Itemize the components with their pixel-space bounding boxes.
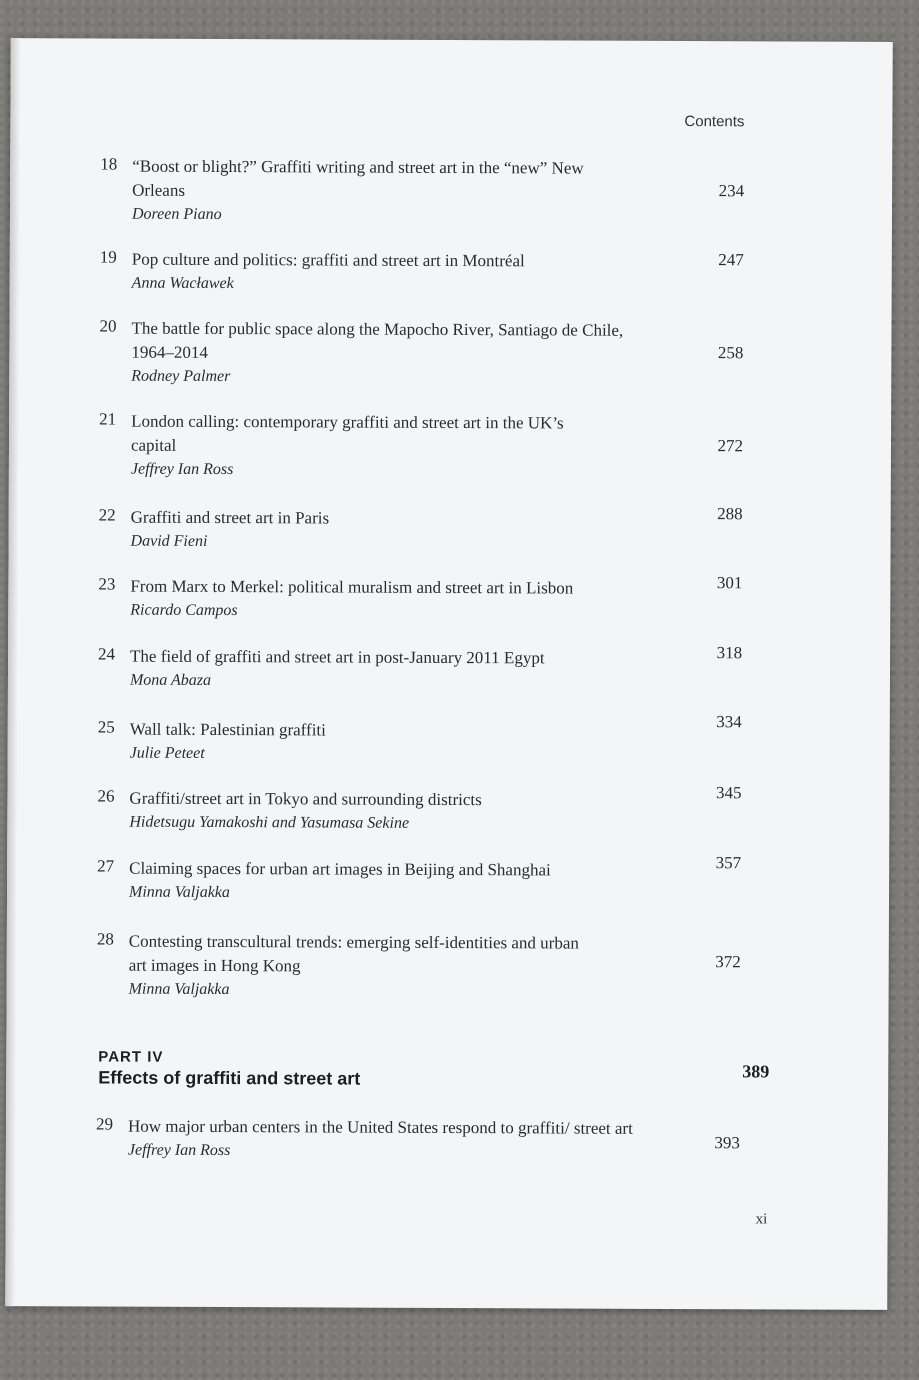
chapter-author: Jeffrey Ian Ross [127,1141,231,1160]
toc-entry-26 [97,783,757,836]
chapter-title: Graffiti and street art in Paris [130,507,330,528]
chapter-author: Anna Wacławek [131,274,234,293]
chapter-author: David Fieni [130,532,208,550]
toc-entry-29 [96,1114,756,1164]
chapter-number: 25 [97,717,115,737]
page-number: 272 [717,436,744,456]
page-number: 334 [716,712,742,732]
chapter-author: Rodney Palmer [131,367,231,386]
chapter-number: 26 [97,786,115,806]
chapter-number: 19 [99,247,117,267]
chapter-author: Jeffrey Ian Ross [130,460,234,479]
part-title: Effects of graffiti and street art [98,1067,361,1089]
chapter-title: From Marx to Merkel: political muralism and street art in Lisbon [130,576,574,598]
toc-entry-27 [97,853,757,906]
chapter-title: The field of graffiti and street art in post-January 2011 Egypt [130,646,545,668]
page-number: 288 [717,504,743,524]
chapter-number: 27 [97,856,115,876]
page-gutter [5,38,21,1306]
chapter-title: Contesting transcultural trends: emerging self-identities and urban art images in Hong Kong [128,931,579,976]
chapter-number: 29 [95,1114,114,1134]
chapter-number: 21 [99,409,117,429]
page-number: 301 [716,573,743,593]
chapter-author: Ricardo Campos [130,601,238,620]
book-page [5,38,893,1310]
page-folio: xi [755,1211,768,1228]
chapter-number: 24 [98,644,116,664]
page-number: 247 [718,250,744,270]
running-header: Contents [684,113,745,131]
chapter-title: “Boost or blight?” Graffiti writing and street art in the “new” New Orleans [132,156,584,200]
toc-entry-19 [100,247,760,297]
page-number: 234 [718,181,745,201]
toc-entry-24 [98,644,758,694]
chapter-number: 18 [100,154,118,174]
toc-entry-20 [99,316,759,390]
part-page-number: 389 [742,1061,770,1082]
toc-entry-21 [99,409,759,483]
toc-entry-18 [100,154,760,228]
chapter-title: Pop culture and politics: graffiti and street art in Montréal [131,249,525,271]
toc-entry-25 [97,712,758,767]
chapter-author: Hidetsugu Yamakoshi and Yasumasa Sekine [129,813,410,832]
chapter-title: Graffiti/street art in Tokyo and surrounding districts [129,788,482,810]
toc-entry-28 [97,929,757,1003]
chapter-number: 22 [98,505,116,525]
toc-entry-23 [98,574,758,624]
chapter-title: London calling: contemporary graffiti and street art in the UK’s capital [130,411,564,455]
page-number: 318 [716,643,743,663]
chapter-author: Doreen Piano [131,205,222,224]
chapter-number: 28 [96,929,114,949]
chapter-title: Wall talk: Palestinian graffiti [129,719,326,740]
chapter-title: How major urban centers in the United States respond to graffiti/ street art [127,1116,633,1138]
page-number: 258 [717,343,744,363]
chapter-title: The battle for public space along the Mapocho River, Santiago de Chile, 1964–2014 [131,318,624,362]
page-number: 393 [714,1133,740,1153]
page-number: 345 [715,783,742,803]
chapter-author: Minna Valjakka [129,883,230,902]
chapter-number: 20 [99,316,117,336]
page-number: 357 [715,853,742,873]
chapter-title: Claiming spaces for urban art images in Beijing and Shanghai [129,858,551,880]
toc-entry-22 [99,505,759,555]
chapter-author: Julie Peteet [129,744,205,762]
chapter-author: Mona Abaza [129,671,212,689]
chapter-number: 23 [98,574,116,594]
chapter-author: Minna Valjakka [128,980,230,999]
page-number: 372 [715,952,741,972]
part-label: PART IV [98,1048,164,1066]
part-heading [98,1048,770,1091]
